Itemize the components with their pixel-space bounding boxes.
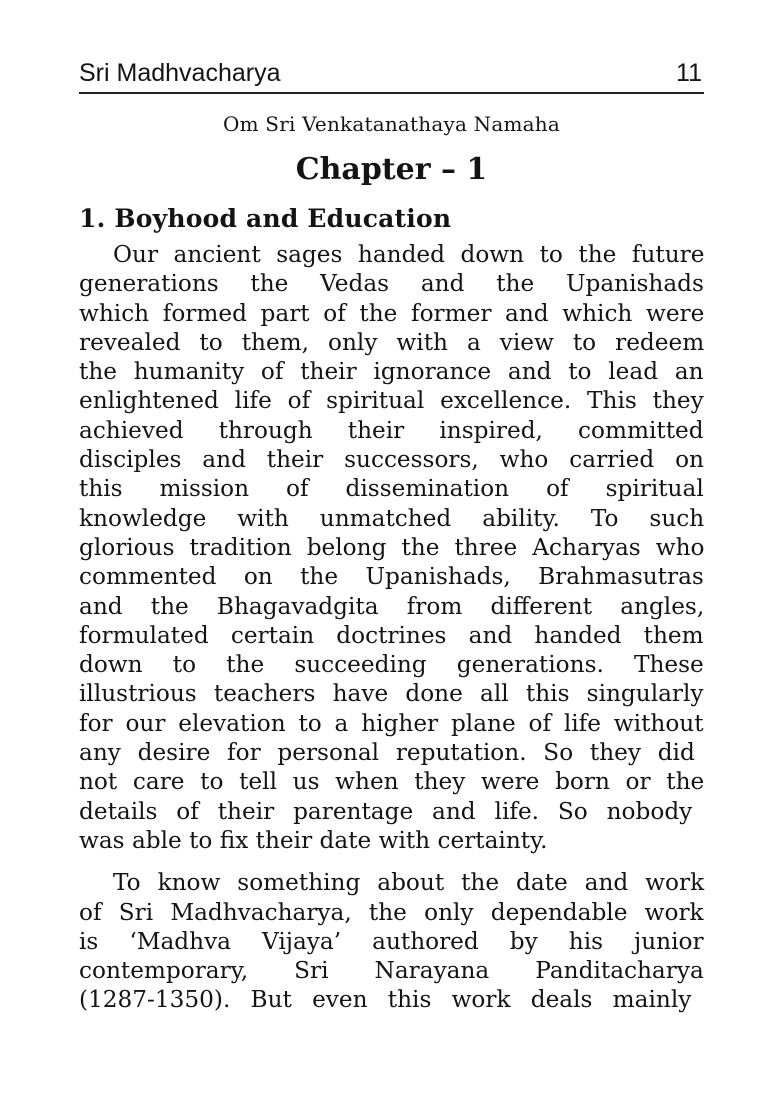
chapter-title: Chapter – 1 (295, 152, 488, 187)
paragraph-1 (79, 240, 704, 855)
text-line: Our ancient sages handed down to the future (113, 241, 705, 268)
book-title: Sri Madhvacharya (79, 59, 281, 87)
text-line: generations the Vedas and the Upanishads (79, 270, 704, 298)
running-header (79, 56, 704, 94)
text-line: disciples and their successors, who carried on (79, 446, 704, 474)
text-line: which formed part of the former and which were (79, 299, 705, 327)
text-line: contemporary, Sri Narayana Panditacharya (79, 957, 704, 985)
text-line: achieved through their inspired, committed (79, 416, 704, 444)
text-line: illustrious teachers have done all this singularly (79, 680, 704, 708)
text-line: for our elevation to a higher plane of life without (79, 709, 704, 737)
text-line: this mission of dissemination of spiritual (79, 475, 704, 503)
text-line: glorious tradition belong the three Acharyas who (79, 533, 705, 561)
book-page (79, 56, 704, 1015)
section-heading: 1. Boyhood and Education (79, 204, 452, 233)
text-line: any desire for personal reputation. So they did (79, 739, 695, 767)
text-line: down to the succeeding generations. These (79, 651, 704, 679)
text-line: revealed to them, only with a view to redeem (79, 328, 705, 356)
text-line: enlightened life of spiritual excellence. This they (79, 387, 704, 415)
text-line: (1287-1350). But even this work deals mainly (79, 986, 692, 1014)
page-number: 11 (676, 59, 702, 87)
text-line: To know something about the date and work (113, 869, 705, 897)
text-line: was able to fix their date with certainty. (79, 826, 548, 854)
text-line: knowledge with unmatched ability. To such (79, 504, 705, 532)
text-line: details of their parentage and life. So nobody (79, 797, 693, 825)
text-line: not care to tell us when they were born or the (79, 768, 705, 796)
paragraph-2 (79, 868, 704, 1014)
text-line: formulated certain doctrines and handed them (79, 621, 704, 649)
invocation-line: Om Sri Venkatanathaya Namaha (222, 112, 560, 136)
text-line: and the Bhagavadgita from different angles, (79, 592, 705, 620)
text-line: of Sri Madhvacharya, the only dependable work (79, 898, 704, 926)
text-line: commented on the Upanishads, Brahmasutras (79, 563, 704, 591)
text-line: is ‘Madhva Vijaya’ authored by his junior (79, 927, 704, 955)
text-line: the humanity of their ignorance and to lead an (79, 358, 704, 386)
